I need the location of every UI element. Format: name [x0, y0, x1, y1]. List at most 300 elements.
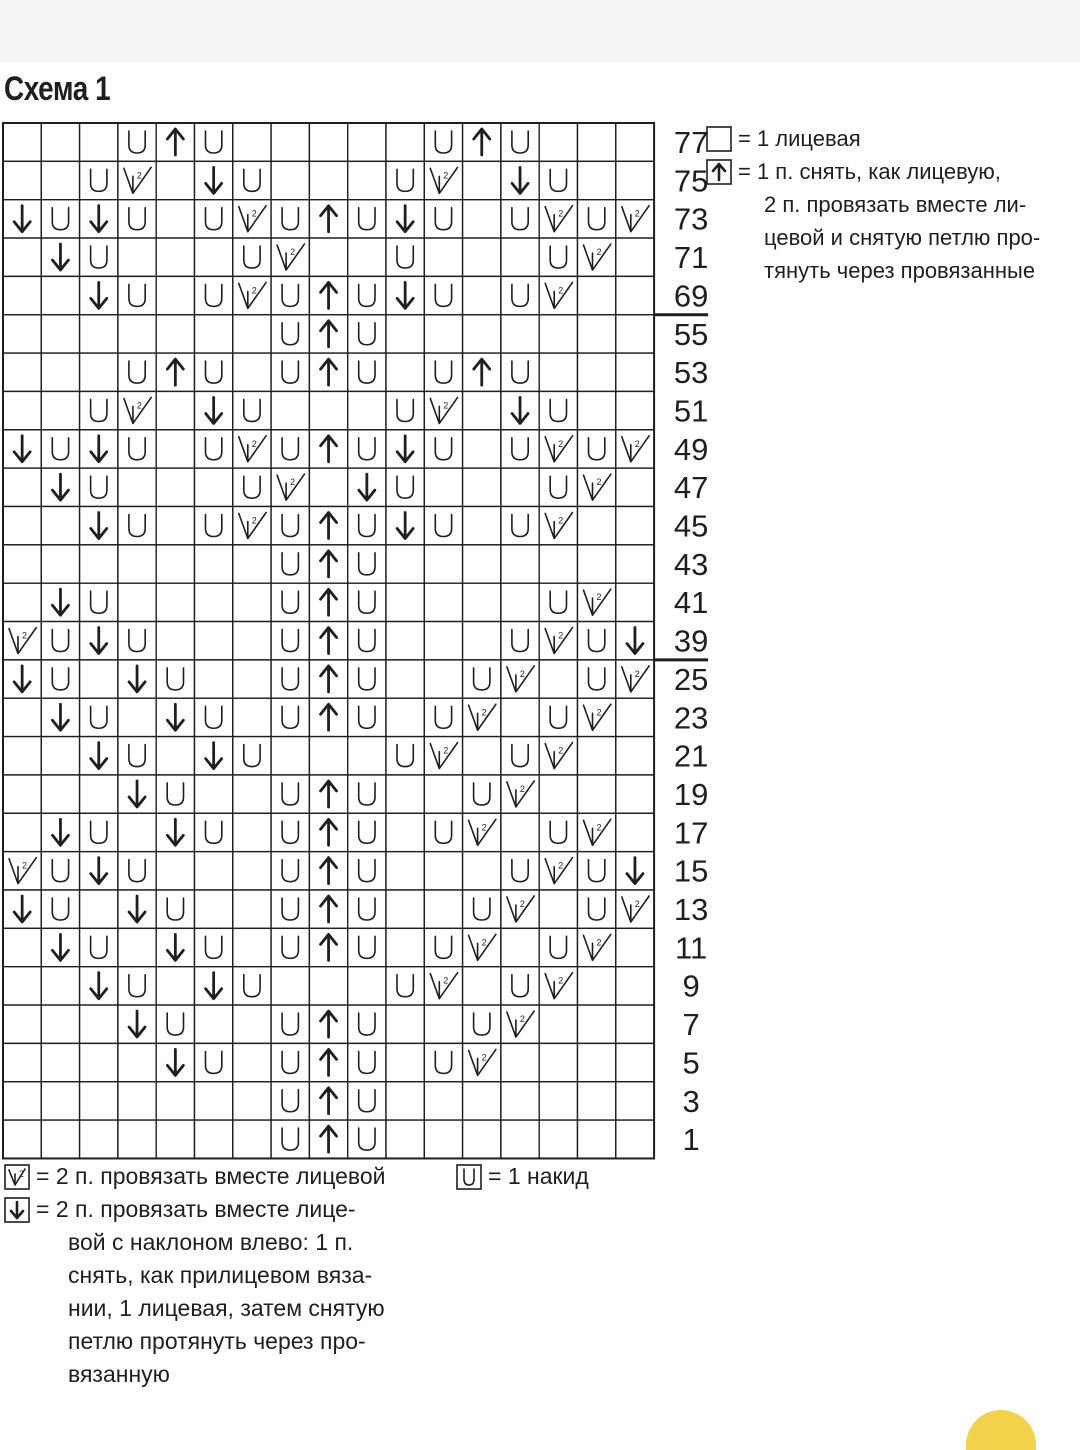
legend-knit-item — [706, 122, 1078, 155]
chart-cell — [386, 775, 424, 813]
chart-cell — [616, 468, 654, 506]
chart-cell — [463, 737, 501, 775]
chart-cell — [616, 391, 654, 429]
chart-cell — [348, 1005, 386, 1043]
chart-cell — [539, 353, 577, 391]
chart-cell — [386, 161, 424, 199]
chart-cell — [156, 315, 194, 353]
chart-cell — [539, 545, 577, 583]
chart-cell — [41, 967, 79, 1005]
chart-cell — [233, 1082, 271, 1120]
right-decrease-digit: 2 — [443, 745, 449, 756]
chart-cell — [80, 545, 118, 583]
legend-yo-item — [456, 1160, 716, 1193]
right-decrease-digit: 2 — [596, 707, 602, 718]
chart-cell — [195, 813, 233, 851]
chart-cell — [348, 813, 386, 851]
chart-cell — [616, 698, 654, 736]
chart-cell — [41, 545, 79, 583]
chart-cell — [539, 660, 577, 698]
chart-cell — [3, 928, 41, 966]
chart-cell — [3, 698, 41, 736]
chart-cell — [501, 813, 539, 851]
chart-cell — [41, 1120, 79, 1158]
chart-cell — [233, 468, 271, 506]
chart-cell — [309, 161, 347, 199]
chart-cell — [348, 315, 386, 353]
legend-ssk-line-6: вязанную — [68, 1361, 170, 1387]
chart-cell — [386, 852, 424, 890]
chart-cell — [539, 813, 577, 851]
chart-cell — [348, 775, 386, 813]
right-decrease-digit: 2 — [596, 247, 602, 258]
left-decrease-icon — [4, 1197, 30, 1223]
row-number: 11 — [675, 930, 708, 966]
chart-cell — [348, 430, 386, 468]
row-number: 21 — [673, 738, 709, 774]
chart-cell — [348, 123, 386, 161]
chart-cell — [3, 161, 41, 199]
chart-cell — [3, 238, 41, 276]
chart-cell — [348, 622, 386, 660]
chart-cell — [233, 698, 271, 736]
chart-cell — [271, 813, 309, 851]
chart-cell — [501, 430, 539, 468]
chart-cell — [539, 1082, 577, 1120]
chart-cell — [233, 123, 271, 161]
chart-cell — [156, 545, 194, 583]
row-number: 19 — [673, 776, 709, 812]
chart-cell — [80, 1120, 118, 1158]
chart-cell — [348, 391, 386, 429]
chart-cell — [616, 737, 654, 775]
chart-cell — [348, 1120, 386, 1158]
chart-cell — [616, 1005, 654, 1043]
chart-cell — [233, 967, 271, 1005]
chart-cell — [578, 737, 616, 775]
chart-cell — [118, 315, 156, 353]
right-decrease-digit: 2 — [558, 860, 564, 871]
chart-cell — [271, 890, 309, 928]
chart-cell — [271, 1120, 309, 1158]
legend-top-right — [706, 122, 1078, 287]
chart-cell — [348, 161, 386, 199]
chart-cell — [386, 468, 424, 506]
chart-cell — [501, 545, 539, 583]
right-decrease-digit: 2 — [634, 438, 640, 449]
chart-cell — [424, 1082, 462, 1120]
chart-cell — [424, 852, 462, 890]
row-numbers — [674, 125, 708, 1157]
chart-cell — [463, 238, 501, 276]
right-decrease-digit: 2 — [251, 438, 257, 449]
right-decrease-digit: 2 — [558, 630, 564, 641]
chart-cell — [578, 1043, 616, 1081]
chart-cell — [156, 1005, 194, 1043]
chart-cell — [195, 1120, 233, 1158]
chart-cell — [271, 200, 309, 238]
chart-cell — [233, 1043, 271, 1081]
row-number: 43 — [673, 546, 709, 582]
chart-cell — [616, 967, 654, 1005]
chart-cell — [501, 1120, 539, 1158]
chart-cell — [424, 468, 462, 506]
chart-cell — [539, 123, 577, 161]
row-number: 13 — [673, 892, 709, 927]
chart-cell — [80, 238, 118, 276]
chart-cell — [616, 507, 654, 545]
right-decrease-digit: 2 — [481, 1052, 487, 1063]
chart-cell — [539, 583, 577, 621]
chart-cell — [386, 660, 424, 698]
chart-cell — [616, 1120, 654, 1158]
chart-cell — [309, 737, 347, 775]
chart-cell — [156, 583, 194, 621]
chart-cell — [156, 161, 194, 199]
chart-cell — [578, 391, 616, 429]
chart-cell — [118, 967, 156, 1005]
chart-cell — [156, 967, 194, 1005]
row-number: 77 — [673, 125, 709, 160]
chart-cell — [463, 200, 501, 238]
chart-cell — [80, 123, 118, 161]
chart-cell — [386, 813, 424, 851]
chart-cell — [195, 622, 233, 660]
chart-cell — [386, 622, 424, 660]
chart-cell — [156, 468, 194, 506]
row-number: 9 — [682, 968, 700, 1004]
legend-central-decrease-line-3: цевой и снятую петлю про- — [764, 225, 1041, 250]
right-decrease-icon — [4, 1164, 30, 1190]
legend-ssk-item — [4, 1193, 434, 1226]
chart-cell — [118, 430, 156, 468]
chart-cell — [271, 276, 309, 314]
right-decrease-digit: 2 — [22, 630, 28, 641]
chart-cell — [424, 890, 462, 928]
chart-cell — [539, 928, 577, 966]
chart-cell — [80, 315, 118, 353]
chart-cell — [3, 737, 41, 775]
chart-cell — [578, 430, 616, 468]
chart-cell — [233, 813, 271, 851]
chart-cell — [118, 123, 156, 161]
right-decrease-digit: 2 — [596, 477, 602, 488]
right-decrease-digit: 2 — [519, 668, 525, 679]
chart-cell — [578, 315, 616, 353]
chart-cell — [195, 468, 233, 506]
row-number: 51 — [673, 393, 709, 429]
chart-cell — [233, 928, 271, 966]
chart-cell — [3, 123, 41, 161]
chart-cell — [41, 161, 79, 199]
chart-cell — [309, 391, 347, 429]
right-decrease-digit: 2 — [519, 899, 525, 909]
chart-cell — [463, 622, 501, 660]
chart-cell — [578, 200, 616, 238]
chart-cell — [41, 622, 79, 660]
chart-cell — [501, 1043, 539, 1081]
chart-cell — [386, 1082, 424, 1120]
chart-cell — [271, 660, 309, 698]
chart-cell — [195, 698, 233, 736]
row-number: 69 — [673, 278, 709, 314]
chart-cell — [578, 1082, 616, 1120]
chart-cell — [348, 852, 386, 890]
chart-cell — [616, 545, 654, 583]
row-number: 45 — [673, 508, 709, 544]
chart-cell — [80, 468, 118, 506]
row-number: 17 — [673, 815, 709, 851]
right-decrease-digit: 2 — [136, 170, 142, 181]
chart-cell — [578, 775, 616, 813]
chart-cell — [156, 852, 194, 890]
chart-cell — [156, 276, 194, 314]
chart-cell — [424, 698, 462, 736]
chart-cell — [80, 698, 118, 736]
chart-cell — [348, 200, 386, 238]
chart-cell — [156, 430, 194, 468]
chart-cell — [271, 391, 309, 429]
chart-cell — [424, 276, 462, 314]
chart-cell — [501, 852, 539, 890]
chart-cell — [233, 545, 271, 583]
chart-cell — [3, 583, 41, 621]
yarn-over-icon — [456, 1164, 482, 1190]
right-decrease-digit: 2 — [251, 515, 257, 526]
chart-cell — [616, 123, 654, 161]
chart-cell — [41, 1043, 79, 1081]
chart-cell — [271, 928, 309, 966]
legend-k2tog-item — [4, 1160, 434, 1193]
chart-cell — [501, 928, 539, 966]
legend-ssk-line-4: нии, 1 лицевая, затем снятую — [68, 1295, 385, 1321]
chart-cell — [424, 430, 462, 468]
chart-cell — [118, 737, 156, 775]
chart-cell — [501, 238, 539, 276]
chart-cell — [156, 1120, 194, 1158]
chart-cell — [80, 890, 118, 928]
legend-ssk-line-1: = 2 п. провязать вместе лице- — [36, 1196, 356, 1222]
right-decrease-digit: 2 — [481, 822, 487, 833]
chart-cell — [41, 890, 79, 928]
chart-cell — [539, 1120, 577, 1158]
chart-cell — [463, 775, 501, 813]
chart-cell — [41, 1005, 79, 1043]
chart-cell — [271, 353, 309, 391]
chart-cell — [195, 200, 233, 238]
chart-cell — [271, 507, 309, 545]
chart-cell — [156, 238, 194, 276]
chart-cell — [80, 813, 118, 851]
right-decrease-digit: 2 — [519, 783, 525, 794]
chart-cell — [118, 813, 156, 851]
chart-cell — [41, 660, 79, 698]
legend-ssk-line-3: снять, как прилицевом вяза- — [68, 1262, 373, 1288]
chart-cell — [578, 890, 616, 928]
chart-cell — [386, 1120, 424, 1158]
chart-cell — [195, 928, 233, 966]
chart-cell — [501, 315, 539, 353]
chart-cell — [616, 276, 654, 314]
chart-cell — [616, 315, 654, 353]
chart-cell — [501, 967, 539, 1005]
chart-cell — [118, 583, 156, 621]
chart-cell — [233, 660, 271, 698]
chart-cell — [3, 1120, 41, 1158]
chart-cell — [271, 967, 309, 1005]
chart-cell — [463, 660, 501, 698]
chart-cell — [118, 852, 156, 890]
right-decrease-digit: 2 — [596, 937, 602, 948]
chart-cell — [348, 1043, 386, 1081]
chart-cell — [386, 967, 424, 1005]
chart-cell — [616, 928, 654, 966]
chart-cell — [271, 1005, 309, 1043]
chart-cell — [195, 123, 233, 161]
chart-cell — [501, 622, 539, 660]
chart-cell — [80, 775, 118, 813]
chart-cell — [80, 1005, 118, 1043]
chart-cell — [348, 276, 386, 314]
chart-cell — [501, 123, 539, 161]
chart-cell — [539, 1005, 577, 1043]
row-number: 49 — [673, 431, 709, 467]
chart-cell — [386, 545, 424, 583]
chart-cell — [195, 238, 233, 276]
chart-cell — [118, 200, 156, 238]
row-number: 55 — [673, 316, 709, 352]
legend-yo-text: = 1 накид — [488, 1163, 589, 1189]
right-decrease-digit: 2 — [443, 400, 449, 411]
chart-cell — [539, 1043, 577, 1081]
chart-cell — [156, 507, 194, 545]
chart-cell — [424, 315, 462, 353]
right-decrease-digit: 2 — [596, 822, 602, 833]
chart-cell — [424, 1120, 462, 1158]
chart-cell — [271, 1082, 309, 1120]
chart-cell — [118, 622, 156, 660]
chart-cell — [578, 1005, 616, 1043]
chart-cell — [501, 1082, 539, 1120]
chart-cell — [616, 775, 654, 813]
legend-yarn-over — [456, 1160, 716, 1193]
chart-cell — [463, 1005, 501, 1043]
chart-cell — [463, 507, 501, 545]
chart-cell — [233, 775, 271, 813]
chart-cell — [386, 391, 424, 429]
chart-cell — [578, 1120, 616, 1158]
legend-bottom-left — [4, 1160, 434, 1391]
chart-cell — [233, 1120, 271, 1158]
chart-cell — [386, 583, 424, 621]
chart-cell — [118, 698, 156, 736]
chart-cell — [118, 507, 156, 545]
chart-cell — [233, 583, 271, 621]
chart-cell — [616, 583, 654, 621]
chart-cell — [539, 315, 577, 353]
chart-cell — [424, 775, 462, 813]
legend-knit-text: = 1 лицевая — [738, 126, 861, 151]
chart-cell — [386, 238, 424, 276]
chart-cell — [501, 583, 539, 621]
chart-cell — [271, 315, 309, 353]
chart-cell — [41, 315, 79, 353]
chart-cell — [578, 353, 616, 391]
chart-cell — [578, 967, 616, 1005]
right-decrease-digit: 2 — [290, 247, 296, 258]
chart-cell — [424, 813, 462, 851]
chart-cell — [463, 1120, 501, 1158]
chart-cell — [463, 430, 501, 468]
chart-cell — [118, 1082, 156, 1120]
chart-cell — [233, 737, 271, 775]
chart-cell — [616, 238, 654, 276]
chart-cell — [233, 238, 271, 276]
chart-cell — [386, 737, 424, 775]
chart-cell — [348, 583, 386, 621]
chart-cell — [348, 737, 386, 775]
legend-central-decrease-line-1: = 1 п. снять, как лицевую, — [738, 159, 1001, 184]
chart-cell — [463, 852, 501, 890]
chart-cell — [348, 353, 386, 391]
chart-cell — [233, 890, 271, 928]
chart-cell — [501, 200, 539, 238]
chart-cell — [195, 1082, 233, 1120]
chart-cell — [463, 276, 501, 314]
chart-cell — [501, 698, 539, 736]
chart-cell — [348, 238, 386, 276]
chart-cell — [3, 353, 41, 391]
right-decrease-digit: 2 — [443, 975, 449, 986]
chart-title: Схема 1 — [4, 70, 111, 108]
chart-cell — [271, 1043, 309, 1081]
chart-cell — [3, 507, 41, 545]
chart-cell — [424, 1043, 462, 1081]
row-number: 47 — [673, 470, 709, 506]
chart-cell — [463, 583, 501, 621]
chart-cell — [616, 813, 654, 851]
chart-cell — [156, 200, 194, 238]
row-number: 71 — [673, 240, 709, 276]
chart-cell — [424, 622, 462, 660]
chart-cell — [3, 967, 41, 1005]
chart-cell — [424, 200, 462, 238]
chart-cell — [424, 660, 462, 698]
right-decrease-digit: 2 — [558, 975, 564, 986]
row-number: 3 — [682, 1083, 700, 1119]
chart-cell — [3, 813, 41, 851]
legend-central-decrease-line-4: тянуть через провязанные — [764, 258, 1036, 283]
chart-cell — [386, 1005, 424, 1043]
right-decrease-digit: 2 — [443, 170, 449, 181]
chart-cell — [41, 123, 79, 161]
chart-cell — [41, 737, 79, 775]
chart-cell — [539, 698, 577, 736]
chart-cell — [386, 890, 424, 928]
chart-cell — [41, 200, 79, 238]
chart-cell — [3, 276, 41, 314]
chart-cell — [195, 430, 233, 468]
right-decrease-digit: 2 — [634, 668, 640, 679]
chart-cell — [501, 507, 539, 545]
chart-cell — [271, 698, 309, 736]
chart-cell — [348, 928, 386, 966]
right-decrease-digit: 2 — [251, 208, 257, 219]
chart-cell — [348, 698, 386, 736]
chart-cell — [41, 775, 79, 813]
chart-cell — [271, 583, 309, 621]
chart-cell — [195, 852, 233, 890]
